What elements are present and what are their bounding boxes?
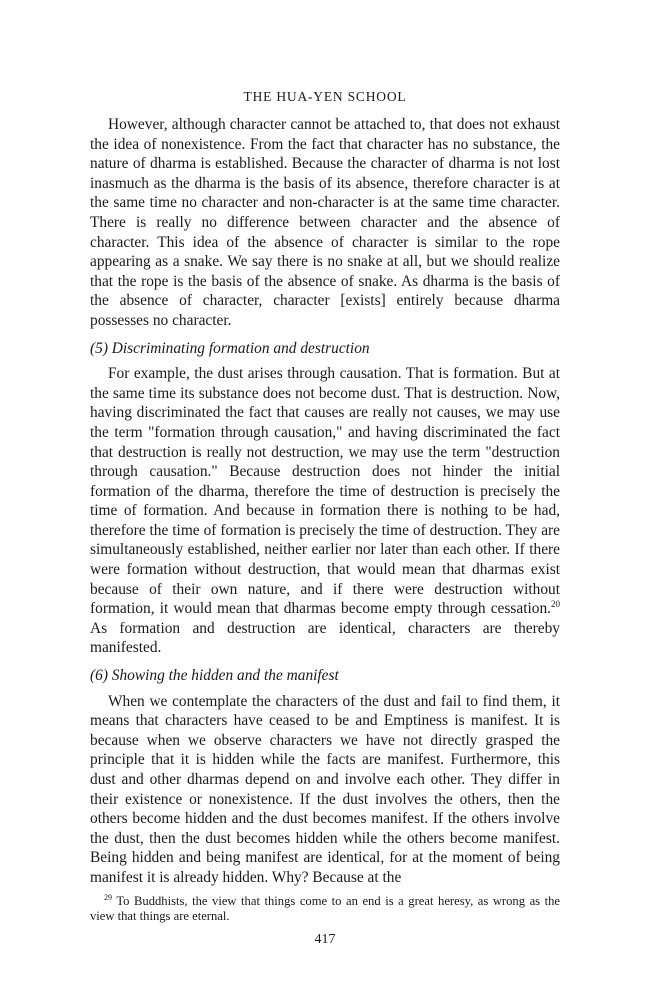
paragraph-nonexistence: However, although character cannot be attached to, that does not exhaust the idea of nonexistence. From the fact that character has no substance, the nature of dharma is established. Because the character of dharma is not lost inasmuch as the dharma is the basis of its absence, therefore character is at the same time no character and non-character is at the same time character. There is really no difference between character and the absence of character. This idea of the absence of character is similar to the rope appearing as a snake. We say there is no snake at all, but we should realize that the rope is the basis of the absence of snake. As dharma is the basis of the absence of character, character [exists] entirely because dharma possesses no character. [90,116,560,329]
paragraph-hidden-manifest: When we contemplate the characters of the dust and fail to find them, it means that characters have ceased to be and Emptiness is manifest. It is because when we observe characters we have not directly grasped the principle that it is hidden while the facts are manifest. Furthermore, this dust and other dharmas depend on and involve each other. They differ in their existence or nonexistence. If the dust involves the others, then the others become hidden and the dust becomes manifest. If the others involve the dust, then the dust becomes hidden while the others become manifest. Being hidden and being manifest are identical, for at the moment of being manifest it is already hidden. Why? Because at the [90,692,560,886]
footnote-number: 29 [104,892,112,902]
running-head: THE HUA-YEN SCHOOL [243,89,407,104]
book-page [90,88,560,949]
section-heading-hidden-manifest: (6) Showing the hidden and the manifest [90,667,339,685]
page-number: 417 [314,931,336,947]
paragraph-text: For example, the dust arises through causation. That is formation. But at the same time its substance does not become dust. That is destruction. Now, having discriminated the fact that causes are really not causes, we may use the term "formation through causation," and having discriminated the fact that destruction is really not destruction, we may use the term "destruction through causation." Because destruction does not hinder the initial formation of the dharma, therefore the time of destruction is precisely the time of formation. And because in formation there is nothing to be had, therefore the time of formation is precisely the time of destruction. They are simultaneously established, neither earlier nor later than each other. If there were formation without destruction, that would mean that dharmas exist because of their own nature, and if there were destruction without formation, it would mean that dharmas become empty through cessation. [90,365,560,618]
footnote [90,894,560,925]
paragraph-formation-destruction [90,364,560,658]
paragraph-text: As formation and destruction are identical, characters are thereby manifested. [90,619,560,657]
section-heading-formation-destruction: (5) Discriminating formation and destruction [90,339,370,357]
footnote-text: To Buddhists, the view that things come to an end is a great heresy, as wrong as the view that things are eternal. [90,893,560,924]
footnote-reference[interactable]: 20 [551,599,560,610]
